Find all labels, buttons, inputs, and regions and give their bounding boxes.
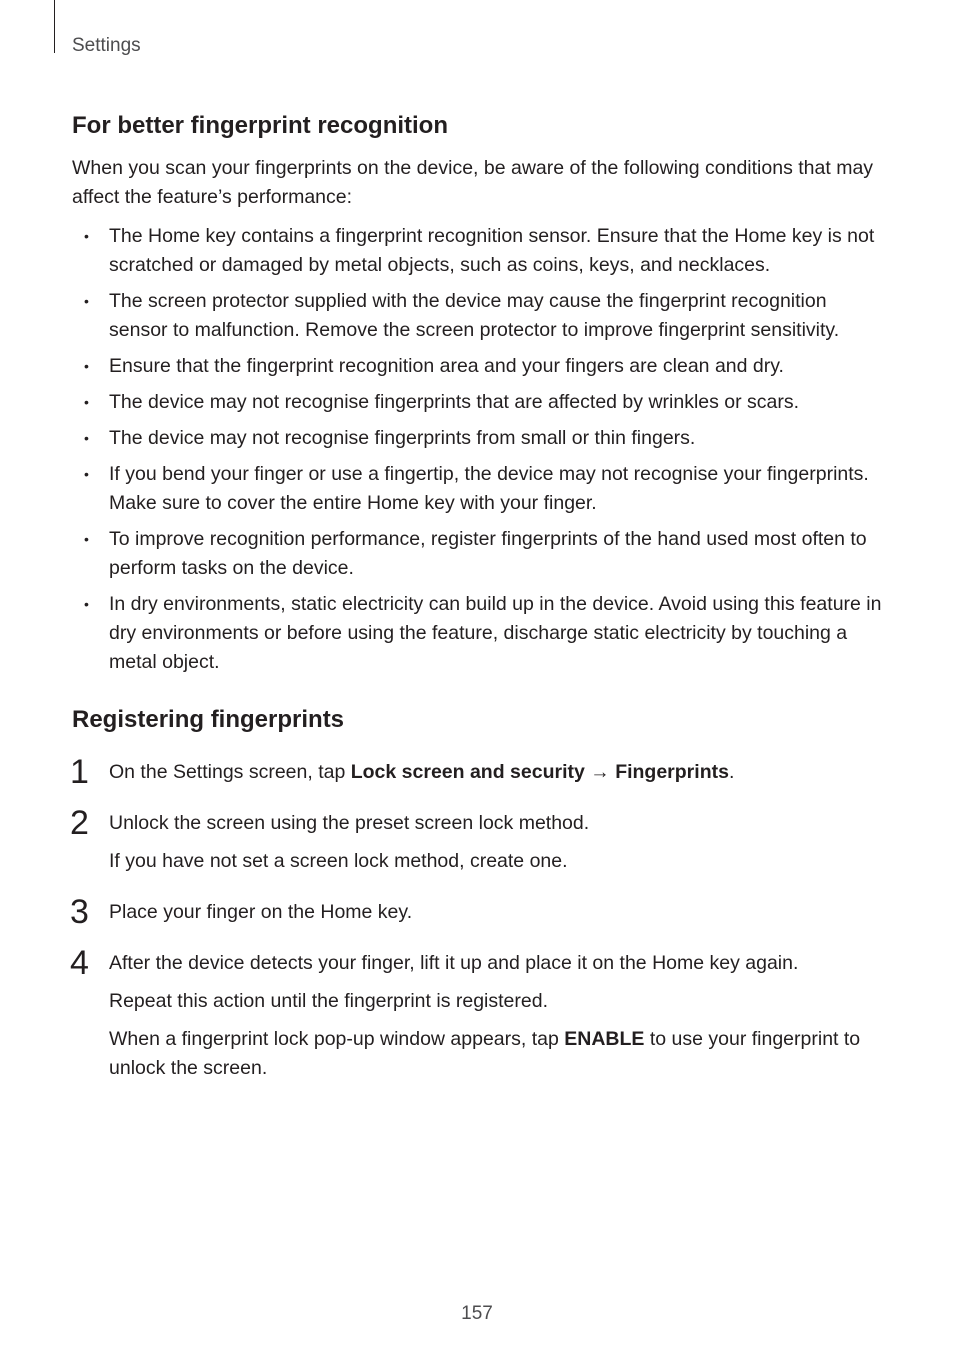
page-number: 157 <box>461 1303 493 1324</box>
section-heading-better-recognition: For better fingerprint recognition <box>72 112 448 139</box>
recognition-tips-list <box>72 222 886 677</box>
header-rule <box>54 0 55 53</box>
enable-label: ENABLE <box>564 1028 645 1050</box>
step-text: Unlock the screen using the preset screen lock method. <box>109 812 590 834</box>
registering-section <box>72 702 886 1083</box>
step-item <box>70 893 886 931</box>
registration-steps <box>70 753 886 1083</box>
arrow-icon: → <box>584 761 616 783</box>
list-item: • The device may not recognise fingerprints that are affected by wrinkles or scars. <box>72 388 886 417</box>
list-item: • If you bend your finger or use a fingertip, the device may not recognise your fingerprints. Make sure to cover the entire Home key with your finger. <box>72 460 886 518</box>
running-header: Settings <box>72 35 141 56</box>
bullet-icon: • <box>84 394 89 410</box>
list-item: • Ensure that the fingerprint recognition area and your fingers are clean and dry. <box>72 352 886 381</box>
step-note: If you have not set a screen lock method, create one. <box>109 850 568 872</box>
list-item: • To improve recognition performance, register fingerprints of the hand used most often to perform tasks on the device. <box>72 525 886 583</box>
bullet-icon: • <box>84 466 89 482</box>
list-item: • In dry environments, static electricity can build up in the device. Avoid using this feature in dry environments or before using the feature, discharge static electricity by touching a metal object. <box>72 590 886 677</box>
step-text: On the Settings screen, tap Lock screen and security → Fingerprints. <box>109 761 735 783</box>
menu-path-lock-screen: Lock screen and security <box>350 761 585 783</box>
step-number: 4 <box>70 944 89 982</box>
step-number: 2 <box>70 804 89 842</box>
list-item: • The device may not recognise fingerprints from small or thin fingers. <box>72 424 886 453</box>
list-item: • The Home key contains a fingerprint recognition sensor. Ensure that the Home key is not scratched or damaged by metal objects, such as coins, keys, and necklaces. <box>72 222 886 280</box>
step-number: 3 <box>70 893 89 931</box>
bullet-icon: • <box>84 293 89 309</box>
section-heading-registering: Registering fingerprints <box>72 706 345 733</box>
bullet-icon: • <box>84 531 89 547</box>
intro-paragraph: When you scan your fingerprints on the device, be aware of the following conditions that may affect the feature’s performance: <box>72 157 874 208</box>
bullet-icon: • <box>84 596 89 612</box>
bullet-icon: • <box>84 358 89 374</box>
step-number: 1 <box>70 753 89 791</box>
list-item: • The screen protector supplied with the device may cause the fingerprint recognition sensor to malfunction. Remove the screen protector to improve fingerprint sensitivity. <box>72 287 886 345</box>
step-note: When a fingerprint lock pop-up window appears, tap ENABLE to use your fingerprint to unlock the screen. <box>109 1028 861 1079</box>
step-text: After the device detects your finger, lift it up and place it on the Home key again. <box>109 952 799 974</box>
page-content <box>72 108 886 1105</box>
step-item <box>70 753 886 791</box>
menu-path-fingerprints: Fingerprints <box>615 761 729 783</box>
step-item <box>70 804 886 876</box>
step-text: Place your finger on the Home key. <box>109 901 413 923</box>
bullet-icon: • <box>84 430 89 446</box>
step-note: Repeat this action until the fingerprint is registered. <box>109 990 548 1012</box>
bullet-icon: • <box>84 228 89 244</box>
step-item <box>70 944 886 1083</box>
